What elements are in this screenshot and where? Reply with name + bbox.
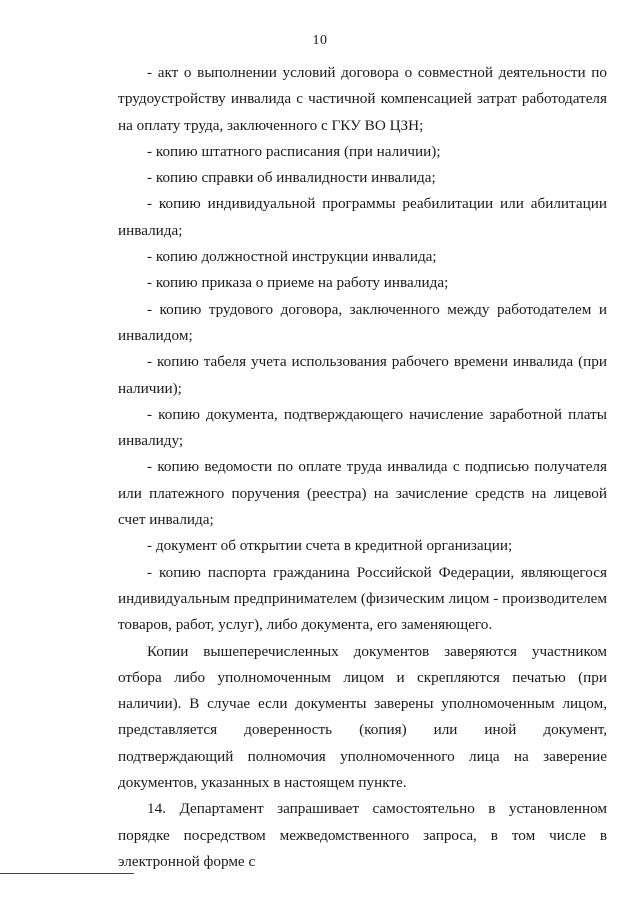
paragraph-act-fulfillment: - акт о выполнении условий договора о совместной деятельности по трудоустройству инвалида с частичной компенсацией затрат работодателя на оплату труда, заключенного с ГКУ ВО ЦЗН; — [118, 64, 607, 134]
paragraph-bank-account: - документ об открытии счета в кредитной организации; — [147, 537, 513, 555]
paragraph-rehabilitation-program: - копию индивидуальной программы реабилитации или абилитации инвалида; — [118, 195, 607, 239]
paragraph-section-14: 14. Департамент запрашивает самостоятельно в установленном порядке посредством межведомственного запроса, в том числе в электронной форме с — [118, 800, 607, 870]
paragraph-salary-document: - копию документа, подтверждающего начисление заработной платы инвалиду; — [118, 405, 607, 450]
paragraph-passport: - копию паспорта гражданина Российской Федерации, являющегося индивидуальным предпринимателем (физическим лицом - производителем товаров, работ, услуг), либо документа, его заменяющего. — [118, 563, 607, 634]
paragraph-certification: Копии вышеперечисленных документов заверяются участником отбора либо уполномоченным лицом и скрепляются печатью (при наличии). В случае если документы заверены уполномоченным лицом, представляется доверенность (копия) или иной документ, подтверждающий полномочия уполномоченного лица на заверение документов, указанных в настоящем пункте. — [118, 642, 607, 792]
paragraph-timesheet: - копию табеля учета использования рабочего времени инвалида (при наличии); — [118, 353, 607, 397]
paragraph-payroll-statement: - копию ведомости по оплате труда инвалида с подписью получателя или платежного поручения (реестра) на зачисление средств на лицевой счет инвалида; — [118, 458, 607, 529]
paragraph-hiring-order: - копию приказа о приеме на работу инвалида; — [147, 274, 449, 292]
footnote-divider — [0, 873, 134, 874]
paragraph-job-description: - копию должностной инструкции инвалида; — [147, 248, 437, 266]
document-body — [118, 60, 607, 875]
paragraph-disability-certificate: - копию справки об инвалидности инвалида; — [147, 169, 436, 187]
page-number: 10 — [312, 33, 328, 48]
paragraph-employment-contract: - копию трудового договора, заключенного между работодателем и инвалидом; — [118, 300, 607, 344]
paragraph-staff-schedule: - копию штатного расписания (при наличии); — [147, 142, 441, 160]
